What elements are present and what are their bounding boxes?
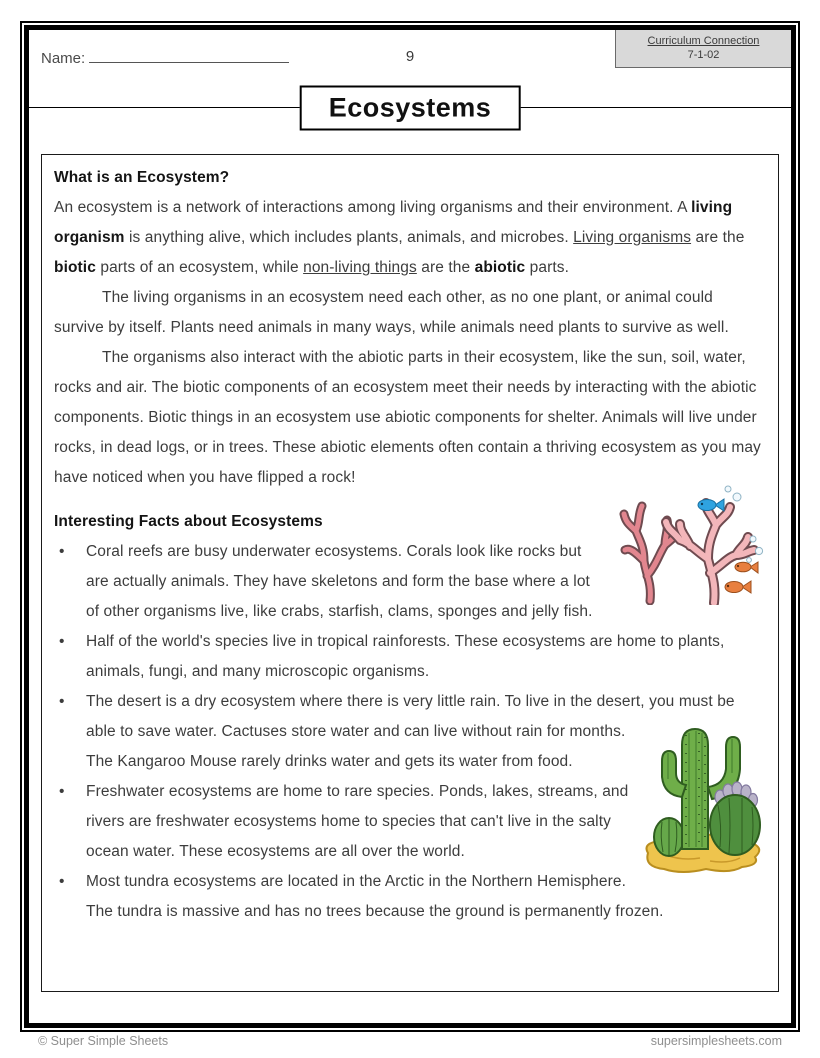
page-title: Ecosystems bbox=[300, 86, 521, 131]
fact-text: Freshwater ecosystems are home to rare species. Ponds, lakes, streams, and rivers are freshwater ecosystems home to species that can't live in the salty ocean water. These ecosystems are all over the world. bbox=[86, 783, 629, 860]
content-box bbox=[41, 154, 779, 992]
fact-text: Most tundra ecosystems are located in the Arctic in the Northern Hemisphere. The tundra is massive and has no trees because the ground is permanently frozen. bbox=[86, 873, 664, 920]
worksheet-border bbox=[20, 21, 800, 1032]
curriculum-code: 7-1-02 bbox=[687, 49, 720, 61]
name-label: Name: bbox=[41, 50, 86, 67]
curriculum-connection-label: Curriculum Connection bbox=[647, 35, 760, 47]
worksheet-page bbox=[24, 25, 796, 1028]
footer-copyright: © Super Simple Sheets bbox=[38, 1034, 169, 1048]
name-blank-line bbox=[89, 48, 289, 63]
facts-list bbox=[54, 537, 764, 927]
fact-text: Coral reefs are busy underwater ecosystems. Corals look like rocks but are actually animals. They have skeletons and form the base where a lot of other organisms live, like crabs, starfish, clams, sponges and jelly fish. bbox=[86, 543, 593, 620]
fact-text: Half of the world's species live in tropical rainforests. These ecosystems are home to plants, animals, fungi, and many microscopic organisms. bbox=[86, 633, 725, 680]
fact-text: must be able to save water. Cactuses store water and can live without rain for months. The Kangaroo Mouse rarely drinks water and gets its water from food. bbox=[86, 693, 735, 770]
bullet-icon: • bbox=[59, 873, 65, 890]
fact-text: The desert is a dry ecosystem where there is very little rain. To live in the desert, you bbox=[86, 693, 679, 710]
section-heading-what-is-ecosystem: What is an Ecosystem? bbox=[54, 169, 230, 186]
paragraph-organisms-need: The living organisms in an ecosystem need each other, as no one plant, or animal could survive by itself. Plants need animals in many ways, while animals need plants to survive as well. bbox=[54, 289, 729, 336]
curriculum-connection-box bbox=[615, 30, 791, 68]
list-item-coral-fact bbox=[54, 537, 764, 627]
list-item-freshwater-fact bbox=[54, 777, 764, 867]
footer-website: supersimplesheets.com bbox=[650, 1034, 782, 1048]
blue-fish-icon bbox=[698, 499, 724, 511]
facts-heading-row bbox=[54, 507, 764, 537]
page-footer bbox=[38, 1034, 782, 1048]
list-item-desert-fact bbox=[54, 687, 764, 777]
list-item-tundra-fact bbox=[54, 867, 764, 927]
bullet-icon: • bbox=[59, 783, 65, 800]
paragraph-abiotic-interaction: The organisms also interact with the abiotic parts in their ecosystem, like the sun, soil, water, rocks and air. The biotic components of an ecosystem meet their needs by interacting with the abiotic components. Biotic things in an ecosystem use abiotic components for shelter. Animals will live under rocks, in dead logs, or in trees. These abiotic elements often contain a thriving ecosystem as you may have noticed when you have flipped a rock! bbox=[54, 349, 761, 486]
bullet-icon: • bbox=[59, 543, 65, 560]
bullet-icon: • bbox=[59, 693, 65, 710]
section-heading-interesting-facts: Interesting Facts about Ecosystems bbox=[54, 513, 323, 530]
page-number: 9 bbox=[405, 48, 415, 65]
intro-paragraph: An ecosystem is a network of interactions among living organisms and their environment. A living organism is anything alive, which includes plants, animals, and microbes. Living organisms are the biotic parts of an ecosystem, while non-living things are the abiotic parts. bbox=[54, 199, 745, 276]
bullet-icon: • bbox=[59, 633, 65, 650]
list-item-rainforest-fact bbox=[54, 627, 764, 687]
